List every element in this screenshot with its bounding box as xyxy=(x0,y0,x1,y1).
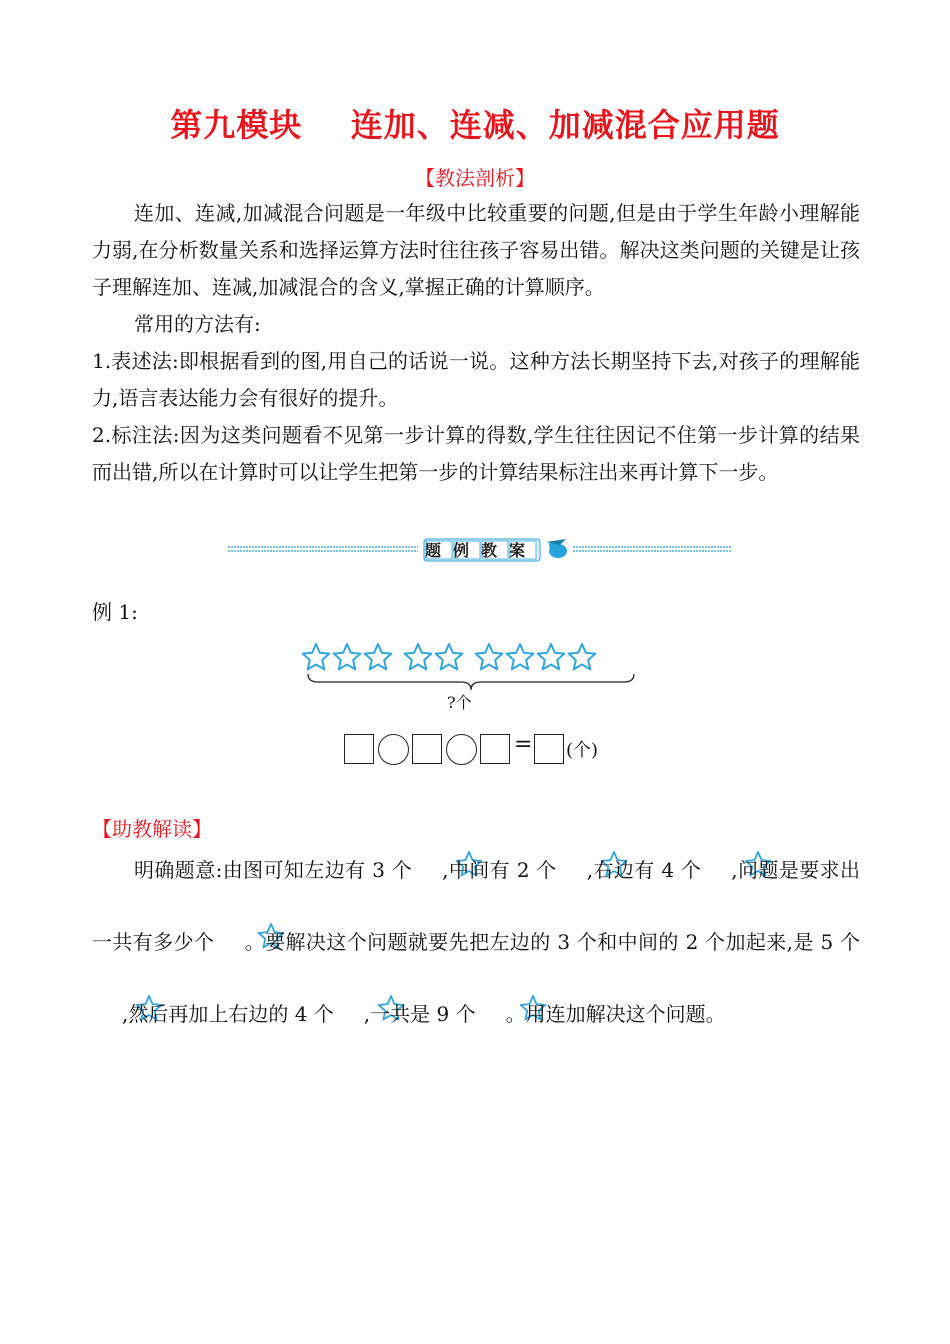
divider-label xyxy=(424,539,540,561)
star-icon xyxy=(303,644,330,669)
star-icon xyxy=(569,644,596,669)
read-seg: ,然后再加上右边的 4 个 xyxy=(122,1002,334,1026)
operator-circle[interactable] xyxy=(378,734,409,765)
methods-heading: 常用的方法有: xyxy=(134,312,261,336)
star-icon xyxy=(538,644,565,669)
result-box[interactable] xyxy=(534,734,564,764)
section-heading-interpretation: 【助教解读】 xyxy=(92,817,212,841)
operator-circle[interactable] xyxy=(446,734,477,765)
star-icon xyxy=(412,836,442,866)
star-icon xyxy=(334,644,361,669)
star-icon xyxy=(92,980,122,1010)
star-icon xyxy=(365,644,392,669)
star-icon xyxy=(557,836,587,866)
interpretation-text xyxy=(92,834,860,1050)
page-title: 第九模块 连加、连减、加减混合应用题 xyxy=(170,106,780,144)
answer-box[interactable] xyxy=(412,734,442,764)
intro-paragraph: 连加、连减,加减混合问题是一年级中比较重要的问题,但是由于学生年龄小理解能力弱,在分析数量关系和选择运算方法时往往孩子容易出错。解决这类问题的关键是让孩子理解连加、连减,加减混合的含义,掌握正确的计算顺序。 xyxy=(92,201,860,299)
method-2: 2.标注法:因为这类问题看不见第一步计算的得数,学生往往因记不住第一步计算的结果而出错,所以在计算时可以让学生把第一步的计算结果标注出来再计算下一步。 xyxy=(92,423,860,484)
read-seg: ,问题是要求出一共有多少个 xyxy=(92,858,861,954)
read-seg: 明确题意:由图可知左边有 3 个 xyxy=(134,858,413,882)
star-icon xyxy=(405,644,432,669)
answer-box[interactable] xyxy=(344,734,374,764)
star-icon xyxy=(476,980,506,1010)
svg-text:题例教案: 题例教案 xyxy=(424,541,538,560)
unit-label: (个) xyxy=(566,740,599,761)
star-icon xyxy=(334,980,364,1010)
method-1: 1.表述法:即根据看到的图,用自己的话说一说。这种方法长期坚持下去,对孩子的理解能力,语言表达能力会有很好的提升。 xyxy=(92,349,860,410)
read-seg: ,右边有 4 个 xyxy=(586,858,702,882)
section-heading-teaching: 【教法剖析】 xyxy=(415,166,535,190)
answer-box[interactable] xyxy=(480,734,510,764)
star-icon xyxy=(436,644,463,669)
total-brace xyxy=(308,674,634,690)
intro-text xyxy=(92,195,860,491)
read-seg: 。用连加解决这个问题。 xyxy=(505,1002,726,1026)
read-seg: 。要解决这个问题就要先把左边的 3 个和中间的 2 个加起来,是 5 个 xyxy=(244,930,860,954)
star-icon xyxy=(701,836,731,866)
star-icon xyxy=(214,908,244,938)
read-seg: ,中间有 2 个 xyxy=(442,858,557,882)
example-divider xyxy=(228,533,731,565)
example-star-groups xyxy=(300,642,660,722)
example-label: 例 1: xyxy=(92,600,138,624)
equals-sign: = xyxy=(514,732,533,757)
star-icon xyxy=(476,644,503,669)
question-label: ?个 xyxy=(447,693,472,712)
read-seg: ,一共是 9 个 xyxy=(363,1002,476,1026)
star-icon xyxy=(507,644,534,669)
mascot-icon xyxy=(546,539,567,558)
